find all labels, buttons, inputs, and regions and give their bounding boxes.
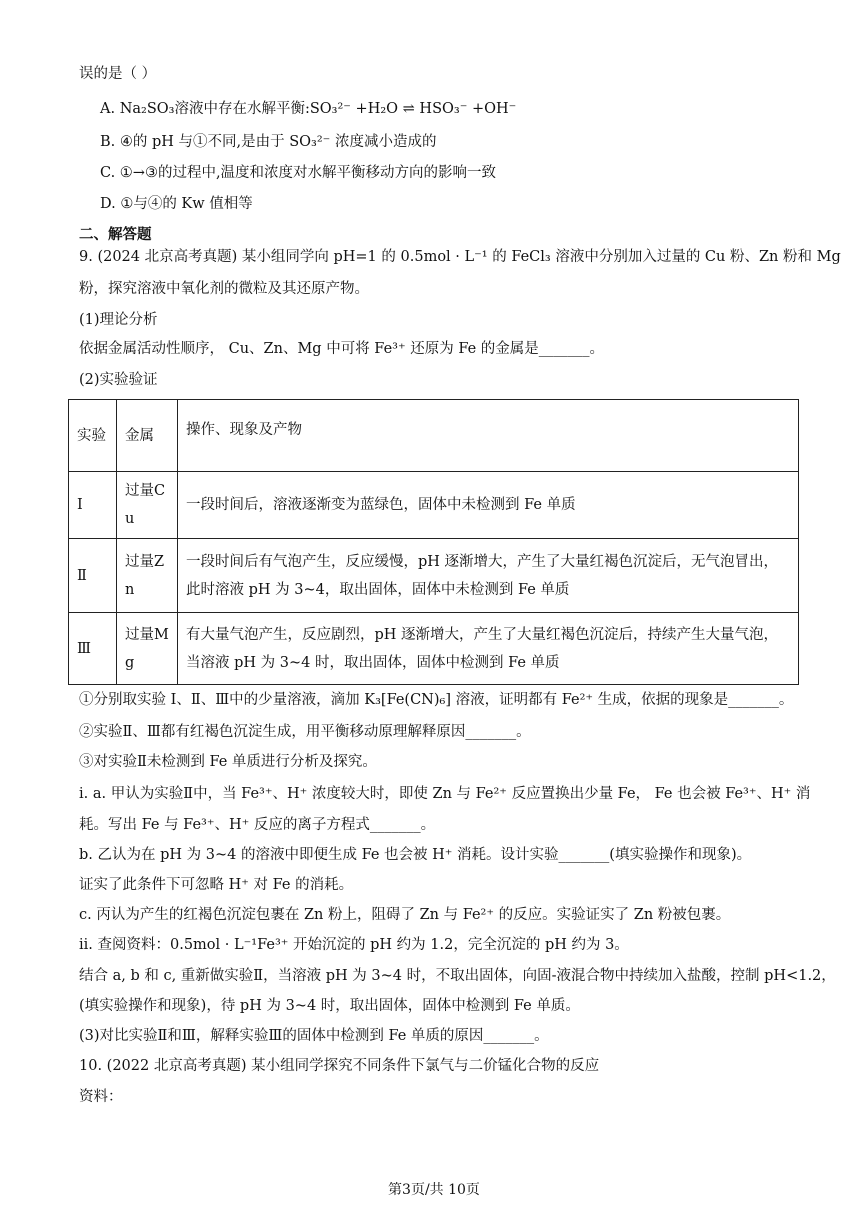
row1-desc <box>178 472 799 539</box>
q9-line-5: 耗。写出 Fe 与 Fe³⁺、H⁺ 反应的离子方程式_______。 <box>79 817 436 833</box>
row2-exp: Ⅱ <box>69 539 117 613</box>
question-9-stem-line1: 9. (2024 北京高考真题) 某小组同学向 pH=1 的 0.5mol · L⁻¹ 的 FeCl₃ 溶液中分别加入过量的 Cu 粉、Zn 粉和 Mg <box>79 249 841 265</box>
row2-metal: 过量Zn <box>117 539 178 613</box>
q9-line-4: i. a. 甲认为实验Ⅱ中，当 Fe³⁺、H⁺ 浓度较大时，即使 Zn 与 Fe²⁺ 反应置换出少量 Fe， Fe 也会被 Fe³⁺、H⁺ 消 <box>79 786 811 802</box>
q9-line-11: (填实验操作和现象)，待 pH 为 3~4 时，取出固体，固体中检测到 Fe 单质。 <box>79 998 580 1014</box>
header-description: 操作、现象及产物 <box>178 400 799 472</box>
q9-line-7: 证实了此条件下可忽略 H⁺ 对 Fe 的消耗。 <box>79 877 354 893</box>
row3-exp: Ⅲ <box>69 613 117 685</box>
row1-metal: 过量Cu <box>117 472 178 539</box>
question-8-stem-tail: 误的是（ ） <box>79 66 157 82</box>
q9-line-9: ii. 查阅资料：0.5mol · L⁻¹Fe³⁺ 开始沉淀的 pH 约为 1.2，完全沉淀的 pH 约为 3。 <box>79 937 629 953</box>
option-c: C. ①→③的过程中,温度和浓度对水解平衡移动方向的影响一致 <box>100 165 497 181</box>
q9-line-2: ②实验Ⅱ、Ⅲ都有红褐色沉淀生成，用平衡移动原理解释原因_______。 <box>79 724 531 740</box>
part1-text: 依据金属活动性顺序， Cu、Zn、Mg 中可将 Fe³⁺ 还原为 Fe 的金属是_______。 <box>79 341 605 357</box>
q9-line-6: b. 乙认为在 pH 为 3~4 的溶液中即便生成 Fe 也会被 H⁺ 消耗。设计实验_______(填实验操作和现象)。 <box>79 847 752 863</box>
option-a: A. Na₂SO₃溶液中存在水解平衡:SO₃²⁻ +H₂O ⇌ HSO₃⁻ +OH⁻ <box>100 101 517 117</box>
row2-desc <box>178 539 799 613</box>
row3-desc-line2: 当溶液 pH 为 3~4 时，取出固体，固体中检测到 Fe 单质 <box>186 654 560 671</box>
option-d: D. ①与④的 Kw 值相等 <box>100 196 253 212</box>
table-row <box>69 613 799 685</box>
q9-line-1: ①分别取实验 I、Ⅱ、Ⅲ中的少量溶液，滴加 K₃[Fe(CN)₆] 溶液，证明都有 Fe²⁺ 生成，依据的现象是_______。 <box>79 692 794 708</box>
question-9-stem-line2: 粉，探究溶液中氧化剂的微粒及其还原产物。 <box>79 281 369 297</box>
q9-line-8: c. 丙认为产生的红褐色沉淀包裹在 Zn 粉上，阻碍了 Zn 与 Fe²⁺ 的反应。实验证实了 Zn 粉被包裹。 <box>79 907 731 923</box>
question-10-material: 资料： <box>79 1089 123 1105</box>
row1-desc-line1: 一段时间后，溶液逐渐变为蓝绿色，固体中未检测到 Fe 单质 <box>186 497 576 513</box>
q9-line-10: 结合 a, b 和 c, 重新做实验Ⅱ，当溶液 pH 为 3~4 时，不取出固体，向固-液混合物中持续加入盐酸，控制 pH<1.2， <box>79 968 836 984</box>
q9-line-3: ③对实验Ⅱ未检测到 Fe 单质进行分析及探究。 <box>79 754 377 770</box>
table-header-row <box>69 400 799 472</box>
experiment-table <box>68 399 799 685</box>
part1-title: (1)理论分析 <box>79 312 158 328</box>
table-row <box>69 539 799 613</box>
question-10-stem: 10. (2022 北京高考真题) 某小组同学探究不同条件下氯气与二价锰化合物的反应 <box>79 1058 600 1074</box>
row3-desc-line1: 有大量气泡产生，反应剧烈，pH 逐渐增大，产生了大量红褐色沉淀后，持续产生大量气泡， <box>186 626 779 643</box>
page-footer: 第3页/共 10页 <box>388 1182 480 1198</box>
option-b: B. ④的 pH 与①不同,是由于 SO₃²⁻ 浓度减小造成的 <box>100 134 437 150</box>
section-title: 二、解答题 <box>79 227 152 243</box>
row2-desc-line2: 此时溶液 pH 为 3~4，取出固体，固体中未检测到 Fe 单质 <box>186 581 570 598</box>
header-metal: 金属 <box>117 400 178 472</box>
row3-desc <box>178 613 799 685</box>
header-experiment: 实验 <box>69 400 117 472</box>
row3-metal: 过量Mg <box>117 613 178 685</box>
part2-title: (2)实验验证 <box>79 372 158 388</box>
table-row <box>69 472 799 539</box>
row1-exp: I <box>69 472 117 539</box>
q9-line-12: (3)对比实验Ⅱ和Ⅲ，解释实验Ⅲ的固体中检测到 Fe 单质的原因_______。 <box>79 1028 549 1044</box>
row2-desc-line1: 一段时间后有气泡产生，反应缓慢，pH 逐渐增大，产生了大量红褐色沉淀后，无气泡冒出， <box>186 553 779 570</box>
